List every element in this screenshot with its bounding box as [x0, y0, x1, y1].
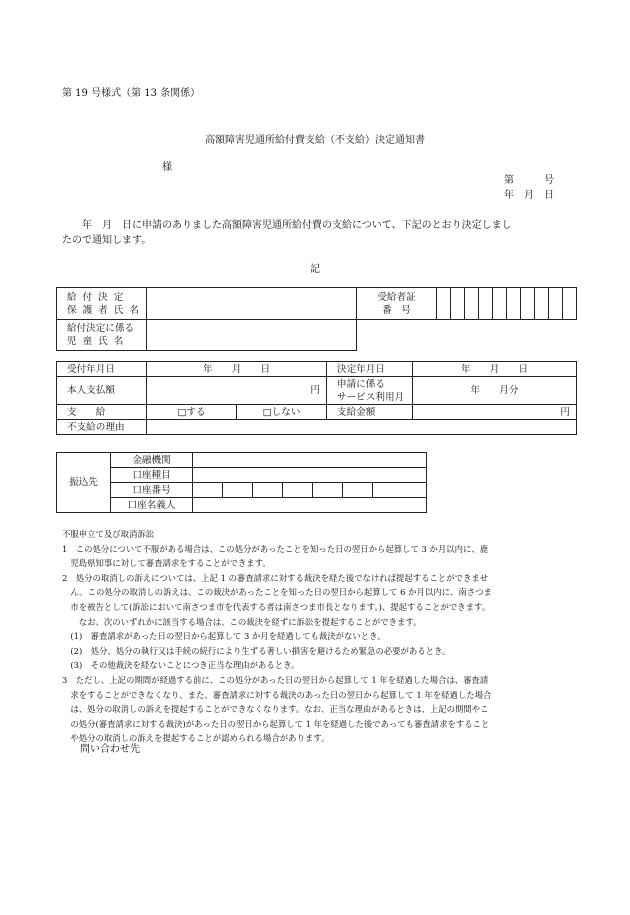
note-line: ん。この処分の取消しの訴えは、この裁決があったことを知った日の翌日から起算して 6 か月以内に、南さつま [62, 587, 492, 598]
account-holder-field[interactable] [193, 498, 427, 513]
contact-label: 問い合わせ先 [80, 744, 140, 755]
bank-transfer-table [56, 452, 427, 513]
recipient-digit-box[interactable] [563, 288, 577, 320]
notes-heading: 不服申立て及び取消訴訟 [62, 529, 155, 539]
note-line: や処分の取消しの訴えを提起することが認められる場合があります。 [62, 733, 330, 744]
note-line: の処分(審査請求に対する裁決)があった日の翌日から起算して 1 年を経過した後であっても審査請求をすること [62, 718, 490, 729]
ki-heading: 記 [310, 264, 320, 275]
recipient-digit-box[interactable] [507, 288, 521, 320]
addressee-suffix: 様 [162, 162, 172, 173]
receipt-date-label: 受付年月日 [57, 362, 147, 377]
account-holder-label: 口座名義人 [111, 498, 193, 513]
amount-field[interactable]: 円 [413, 405, 577, 420]
bank-name-label: 金融機関 [111, 453, 193, 468]
intro-text-line1: 年 月 日に申請のありました高額障害児通所給付費の支給について、下記のとおり決定しまし [62, 220, 512, 231]
document-number: 第 号 [504, 175, 554, 186]
note-line: 児島県知事に対して審査請求をすることができます。 [62, 558, 271, 569]
payment-yes-checkbox[interactable]: □する [147, 405, 237, 420]
note-line: (2) 処分、処分の執行又は手続の続行により生ずる著しい損害を避けるため緊急の必要があるとき。 [62, 645, 451, 656]
note-line: (1) 審査請求があった日の翌日から起算して 3 か月を経過しても裁決がないとき。 [62, 631, 386, 642]
note-line: 2 処分の取消しの訴えについては、上記 1 の審査請求に対する裁決を経た後でなければ提起することができませ [62, 572, 489, 583]
receipt-date-field[interactable]: 年 月 日 [147, 362, 327, 377]
service-month-field[interactable]: 年 月分 [413, 377, 577, 405]
decision-date-field[interactable]: 年 月 日 [413, 362, 577, 377]
non-payment-reason-label: 不支給の理由 [57, 420, 147, 435]
recipient-digit-box[interactable] [549, 288, 563, 320]
account-digit-box[interactable] [253, 483, 283, 498]
note-line: (3) その他裁決を経ないことにつき正当な理由があるとき。 [62, 660, 300, 671]
account-digit-box[interactable] [373, 483, 427, 498]
payment-no-checkbox[interactable]: □しない [237, 405, 327, 420]
child-name-field[interactable] [147, 320, 357, 351]
recipient-number-label: 受給者証 番 号 [357, 288, 437, 320]
account-digit-box[interactable] [283, 483, 313, 498]
document-title: 高額障害児通所給付費支給（不支給）決定通知書 [205, 135, 425, 146]
transfer-label: 振込先 [57, 453, 111, 513]
payment-label: 支 給 [57, 405, 147, 420]
recipient-digit-box[interactable] [437, 288, 451, 320]
self-pay-label: 本人支払額 [57, 377, 147, 405]
recipient-digit-box[interactable] [493, 288, 507, 320]
recipient-digit-box[interactable] [451, 288, 465, 320]
note-line: なお、次のいずれかに該当する場合は、この裁決を経ずに訴訟を提起することができます。 [62, 616, 422, 627]
recipient-digit-box[interactable] [465, 288, 479, 320]
account-type-label: 口座種目 [111, 468, 193, 483]
amount-label: 支給金額 [327, 405, 413, 420]
form-number: 第 19 号様式（第 13 条関係） [62, 88, 201, 99]
service-month-label: 申請に係る サービス利用月 [327, 377, 413, 405]
note-line: 3 ただし、上記の期間が経過する前に、この処分があった日の翌日から起算して 1 年を経過した場合は、審査請 [62, 674, 489, 685]
self-pay-field[interactable]: 円 [147, 377, 327, 405]
account-digit-box[interactable] [193, 483, 223, 498]
recipient-digit-box[interactable] [521, 288, 535, 320]
guardian-info-table [56, 287, 577, 351]
payment-info-table [56, 361, 577, 435]
intro-text-line2: たので通知します。 [62, 235, 152, 246]
guardian-name-field[interactable] [147, 288, 357, 320]
note-line: 市を被告として(訴訟において南さつま市を代表する者は南さつま市長となります。)、提起することができます。 [62, 601, 491, 612]
account-digit-box[interactable] [313, 483, 343, 498]
note-line: 1 この処分について不服がある場合は、この処分があったことを知った日の翌日から起算して 3 か月以内に、鹿 [62, 543, 489, 554]
account-digit-box[interactable] [343, 483, 373, 498]
account-number-label: 口座番号 [111, 483, 193, 498]
appeal-notes [62, 527, 582, 746]
decision-date-label: 決定年月日 [327, 362, 413, 377]
note-line: は、処分の取消しの訴えを提起することができなくなります。なお、正当な理由があるときは、上記の期間やこ [62, 704, 489, 715]
account-digit-box[interactable] [223, 483, 253, 498]
child-name-label: 給付決定に係る 児童氏名 [57, 320, 147, 351]
document-date: 年 月 日 [504, 190, 554, 201]
note-line: 求をすることができなくなり、また、審査請求に対する裁決のあった日の翌日から起算して 1 年を経過した場合 [62, 689, 492, 700]
guardian-name-label: 給付決定 保護者氏名 [57, 288, 147, 320]
non-payment-reason-field[interactable] [147, 420, 577, 435]
bank-name-field[interactable] [193, 453, 427, 468]
recipient-digit-box[interactable] [479, 288, 493, 320]
recipient-digit-box[interactable] [535, 288, 549, 320]
account-type-field[interactable] [193, 468, 427, 483]
